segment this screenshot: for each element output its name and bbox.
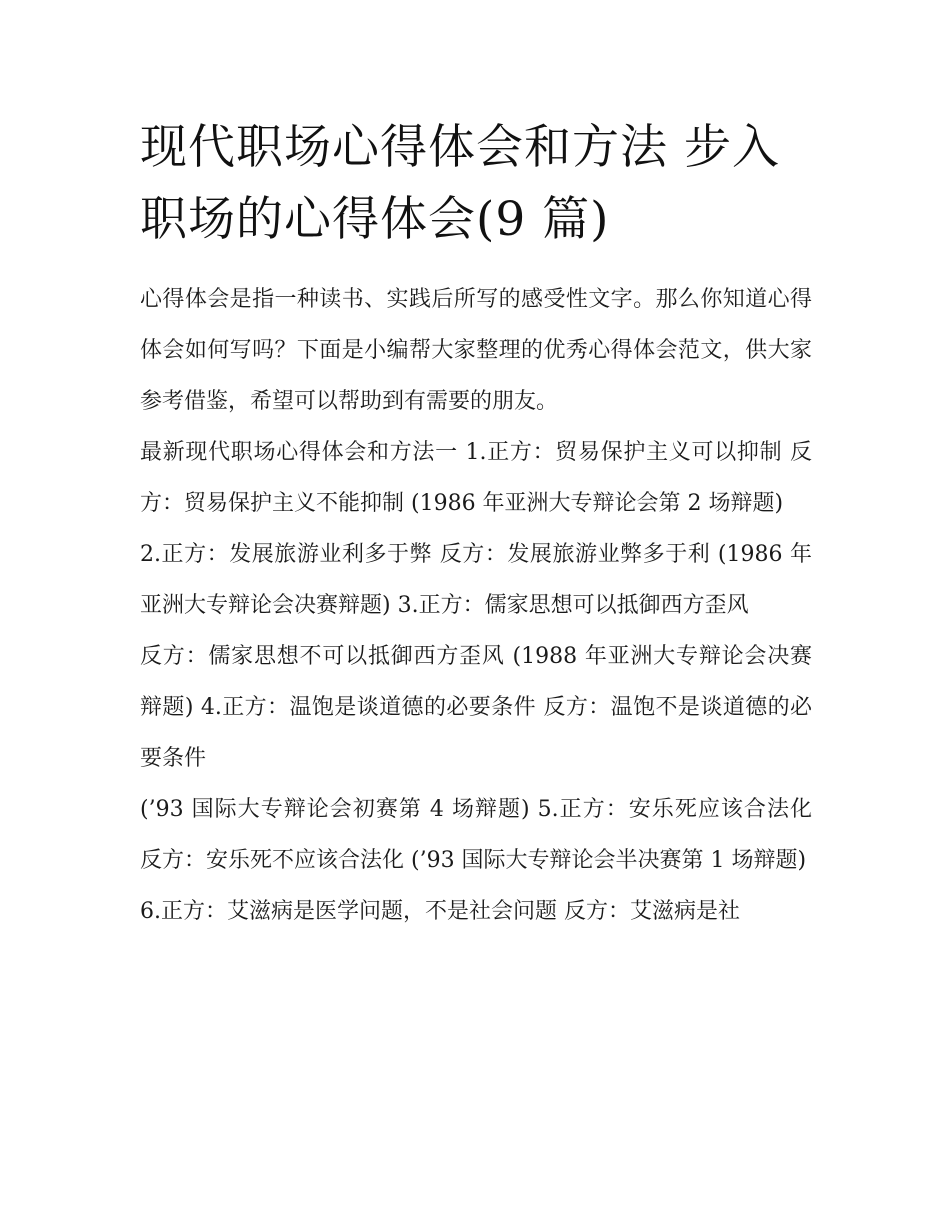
intro-paragraph: 心得体会是指一种读书、实践后所写的感受性文字。那么你知道心得体会如何写吗？下面是小编帮大家整理的优秀心得体会范文，供大家参考借鉴，希望可以帮助到有需要的朋友。	[140, 287, 812, 414]
debate-topic-paragraph-5: 6.正方：艾滋病是医学问题，不是社会问题 反方：艾滋病是社	[140, 899, 740, 924]
debate-topic-paragraph-1: 最新现代职场心得体会和方法一 1.正方：贸易保护主义可以抑制 反方：贸易保护主义不能抑制 (1986 年亚洲大专辩论会第 2 场辩题)	[140, 440, 812, 516]
document-body	[140, 274, 812, 937]
debate-topic-paragraph-2: 2.正方：发展旅游业利多于弊 反方：发展旅游业弊多于利 (1986 年亚洲大专辩论会决赛辩题) 3.正方：儒家思想可以抵御西方歪风	[140, 542, 812, 618]
document-title: 现代职场心得体会和方法 步入职场的心得体会(9 篇)	[140, 120, 780, 247]
debate-topic-paragraph-4: (’93 国际大专辩论会初赛第 4 场辩题) 5.正方：安乐死应该合法化 反方：安乐死不应该合法化 (’93 国际大专辩论会半决赛第 1 场辩题)	[140, 797, 812, 873]
debate-topic-paragraph-3: 反方：儒家思想不可以抵御西方歪风 (1988 年亚洲大专辩论会决赛辩题) 4.正方：温饱是谈道德的必要条件 反方：温饱不是谈道德的必要条件	[140, 644, 812, 771]
